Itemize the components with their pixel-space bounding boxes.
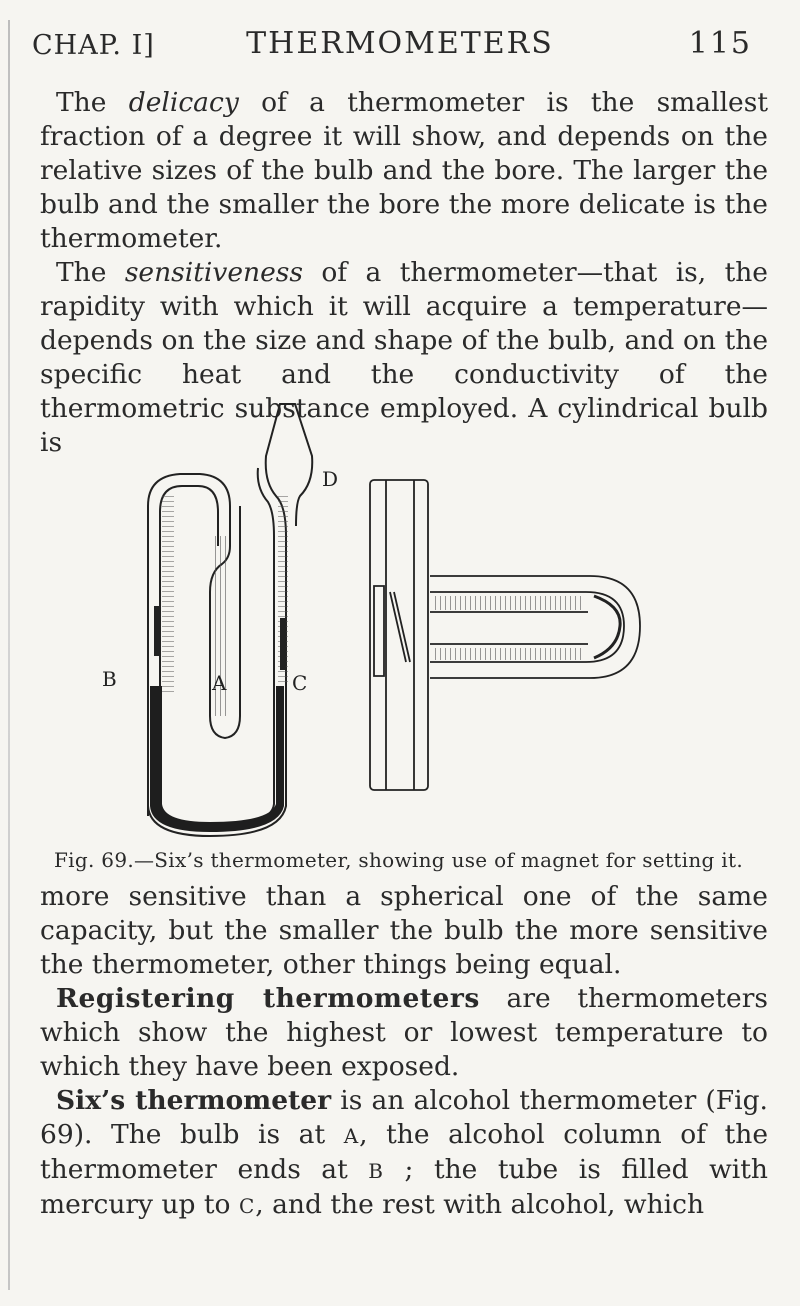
figure-caption: Fig. 69.—Six’s thermometer, showing use of magnet for setting it. — [54, 848, 743, 872]
term-six-thermometer: Six’s thermometer — [56, 1085, 332, 1116]
scale-strip-left — [162, 496, 174, 696]
term-registering-thermometers: Registering thermometers — [56, 983, 480, 1014]
figure-69 — [100, 386, 740, 846]
text-run: are thermometers which show the highest or lowest temperature to which they have been exposed. — [40, 983, 768, 1082]
paragraph-six — [40, 1084, 768, 1223]
term-sensitiveness: sensitiveness — [124, 257, 303, 288]
paragraph-delicacy — [40, 86, 768, 256]
term-delicacy: delicacy — [128, 87, 239, 118]
text-run: , and the rest with alcohol, which — [255, 1189, 705, 1220]
text-run: of a thermometer is the smallest fraction of a degree it will show, and depends on the relative sizes of the bulb and the bore. The larger the bulb and the smaller the bore the more delicate is the thermometer. — [40, 87, 768, 254]
paragraph-continued: more sensitive than a spherical one of the same capacity, but the smaller the bulb the more sensitive the thermometer, other things being equal. — [40, 881, 768, 980]
text-run: is an alcohol thermometer (Fig. 69). The bulb is at — [40, 1085, 768, 1150]
magnet-setup — [370, 480, 640, 790]
label-a: A — [212, 671, 227, 695]
text-run: , the alcohol column of the thermometer ends at — [40, 1119, 768, 1185]
index-left — [154, 606, 160, 656]
page-number: 115 — [688, 26, 752, 61]
ref-c: C — [238, 1194, 256, 1218]
text-run: ; the tube is filled with mercury up to — [40, 1154, 768, 1220]
ref-b: B — [368, 1159, 384, 1183]
text-run: of a thermometer—that is, the rapidity with which it will acquire a temperature—depends on the size and shape of the bulb, and on the specific heat and the conductivity of the thermometric substance employed. A cylindrical bulb is — [40, 257, 768, 458]
magnet-bend-hatching — [594, 596, 620, 658]
text-block-bottom — [40, 880, 768, 1223]
page-binding-edge — [8, 20, 10, 1290]
ref-a: A — [343, 1124, 360, 1148]
running-title: THERMOMETERS — [246, 26, 554, 61]
text-run: The — [56, 87, 129, 118]
six-thermometer-illustration — [100, 386, 740, 846]
chapter-label: CHAP. I] — [32, 30, 155, 61]
running-head — [30, 26, 770, 76]
index-right — [280, 618, 286, 670]
label-b: B — [102, 667, 117, 691]
magnet-lower-arm-hatching — [434, 648, 584, 660]
label-d: D — [322, 467, 339, 491]
magnet-upper-arm-hatching — [434, 596, 584, 610]
label-c: C — [292, 671, 308, 695]
text-run: The — [56, 257, 125, 288]
paragraph-registering — [40, 982, 768, 1084]
